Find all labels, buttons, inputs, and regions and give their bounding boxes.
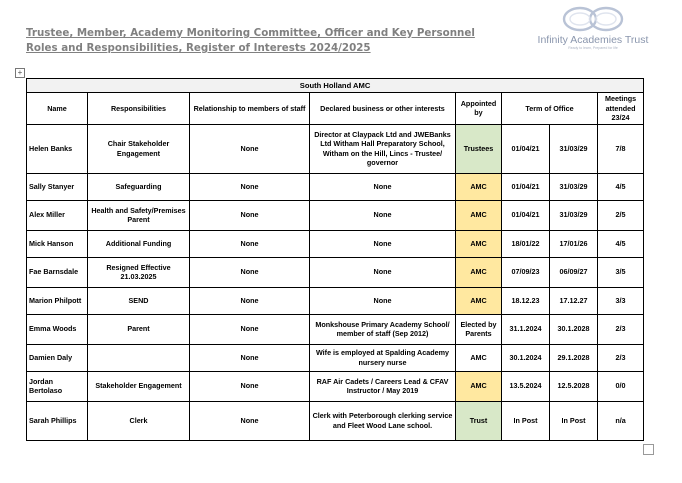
cell-term-start: 31.1.2024 xyxy=(502,314,550,344)
cell-responsibilities: Safeguarding xyxy=(88,173,190,200)
cell-responsibilities xyxy=(88,344,190,371)
cell-relationship: None xyxy=(190,371,310,401)
title-line-1: Trustee, Member, Academy Monitoring Committee, Officer and Key Personnel xyxy=(26,27,475,39)
cell-meetings-attended: 4/5 xyxy=(598,230,644,257)
cell-meetings-attended: 0/0 xyxy=(598,371,644,401)
cell-declared-interests: None xyxy=(310,200,456,230)
table-row xyxy=(27,287,644,314)
cell-name: Jordan Bertolaso xyxy=(27,371,88,401)
table-move-handle[interactable]: + xyxy=(15,68,25,78)
cell-term-end: 17.12.27 xyxy=(550,287,598,314)
cell-term-start: 01/04/21 xyxy=(502,200,550,230)
cell-meetings-attended: 7/8 xyxy=(598,124,644,173)
cell-term-end: 12.5.2028 xyxy=(550,371,598,401)
header-responsibilities: Responsibilities xyxy=(88,93,190,125)
cell-relationship: None xyxy=(190,344,310,371)
table-row xyxy=(27,344,644,371)
cell-relationship: None xyxy=(190,200,310,230)
cell-relationship: None xyxy=(190,401,310,440)
cell-name: Damien Daly xyxy=(27,344,88,371)
cell-declared-interests: Monkshouse Primary Academy School/ member of staff (Sep 2012) xyxy=(310,314,456,344)
cell-name: Fae Barnsdale xyxy=(27,257,88,287)
cell-name: Sally Stanyer xyxy=(27,173,88,200)
document-title xyxy=(26,26,475,56)
cell-term-end: 17/01/26 xyxy=(550,230,598,257)
cell-name: Helen Banks xyxy=(27,124,88,173)
logo-name: Infinity Academies Trust xyxy=(537,34,649,46)
cell-responsibilities: Additional Funding xyxy=(88,230,190,257)
cell-term-start: 01/04/21 xyxy=(502,124,550,173)
cell-declared-interests: None xyxy=(310,287,456,314)
cell-appointed-by: AMC xyxy=(456,344,502,371)
table-row xyxy=(27,124,644,173)
cell-name: Sarah Phillips xyxy=(27,401,88,440)
table-row xyxy=(27,200,644,230)
cell-meetings-attended: 3/5 xyxy=(598,257,644,287)
table-row xyxy=(27,230,644,257)
cell-name: Marion Philpott xyxy=(27,287,88,314)
cell-declared-interests: Wife is employed at Spalding Academy nursery nurse xyxy=(310,344,456,371)
cell-term-start: In Post xyxy=(502,401,550,440)
cell-declared-interests: None xyxy=(310,230,456,257)
cell-term-end: 31/03/29 xyxy=(550,200,598,230)
table-row xyxy=(27,173,644,200)
cell-relationship: None xyxy=(190,257,310,287)
header-name: Name xyxy=(27,93,88,125)
cell-term-start: 18.12.23 xyxy=(502,287,550,314)
infinity-icon xyxy=(560,5,626,33)
cell-responsibilities: Chair Stakeholder Engagement xyxy=(88,124,190,173)
cell-term-end: In Post xyxy=(550,401,598,440)
cell-term-start: 30.1.2024 xyxy=(502,344,550,371)
cell-term-start: 07/09/23 xyxy=(502,257,550,287)
cell-relationship: None xyxy=(190,314,310,344)
table-row xyxy=(27,257,644,287)
cell-appointed-by: AMC xyxy=(456,257,502,287)
title-line-2: Roles and Responsibilities, Register of Interests 2024/2025 xyxy=(26,42,371,54)
logo-tagline: Ready to learn, Prepared for life xyxy=(568,46,618,50)
cell-relationship: None xyxy=(190,287,310,314)
cell-meetings-attended: n/a xyxy=(598,401,644,440)
cell-appointed-by: Trust xyxy=(456,401,502,440)
table-row xyxy=(27,401,644,440)
header-relationship: Relationship to members of staff xyxy=(190,93,310,125)
cell-meetings-attended: 3/3 xyxy=(598,287,644,314)
cell-declared-interests: None xyxy=(310,257,456,287)
cell-appointed-by: AMC xyxy=(456,173,502,200)
cell-term-end: 06/09/27 xyxy=(550,257,598,287)
header-term-of-office: Term of Office xyxy=(502,93,598,125)
cell-responsibilities: Stakeholder Engagement xyxy=(88,371,190,401)
cell-term-start: 01/04/21 xyxy=(502,173,550,200)
cell-appointed-by: Elected by Parents xyxy=(456,314,502,344)
cell-meetings-attended: 2/3 xyxy=(598,314,644,344)
cell-name: Mick Hanson xyxy=(27,230,88,257)
cell-name: Emma Woods xyxy=(27,314,88,344)
cell-responsibilities: SEND xyxy=(88,287,190,314)
cell-meetings-attended: 2/3 xyxy=(598,344,644,371)
header-declared-interests: Declared business or other interests xyxy=(310,93,456,125)
cell-appointed-by: AMC xyxy=(456,200,502,230)
cell-term-start: 18/01/22 xyxy=(502,230,550,257)
header-appointed-by: Appointed by xyxy=(456,93,502,125)
cell-declared-interests: RAF Air Cadets / Careers Lead & CFAV Instructor / May 2019 xyxy=(310,371,456,401)
cell-declared-interests: Clerk with Peterborough clerking service and Fleet Wood Lane school. xyxy=(310,401,456,440)
cell-declared-interests: Director at Claypack Ltd and JWEBanks Ltd Witham Hall Preparatory School, Witham on the Hill, Lincs - Trustee/ governor xyxy=(310,124,456,173)
trust-logo xyxy=(528,5,658,63)
cell-declared-interests: None xyxy=(310,173,456,200)
region-heading: South Holland AMC xyxy=(27,79,644,93)
cell-term-end: 29.1.2028 xyxy=(550,344,598,371)
cell-meetings-attended: 4/5 xyxy=(598,173,644,200)
cell-term-end: 30.1.2028 xyxy=(550,314,598,344)
cell-appointed-by: AMC xyxy=(456,371,502,401)
cell-relationship: None xyxy=(190,124,310,173)
cell-responsibilities: Clerk xyxy=(88,401,190,440)
cell-responsibilities: Resigned Effective 21.03.2025 xyxy=(88,257,190,287)
cell-name: Alex Miller xyxy=(27,200,88,230)
table-row xyxy=(27,371,644,401)
cell-relationship: None xyxy=(190,230,310,257)
table-resize-handle[interactable] xyxy=(643,444,654,455)
cell-appointed-by: Trustees xyxy=(456,124,502,173)
cell-responsibilities: Parent xyxy=(88,314,190,344)
cell-responsibilities: Health and Safety/Premises Parent xyxy=(88,200,190,230)
interests-table xyxy=(26,78,644,441)
table-row xyxy=(27,314,644,344)
cell-relationship: None xyxy=(190,173,310,200)
table-body xyxy=(27,124,644,440)
header-meetings-attended: Meetings attended 23/24 xyxy=(598,93,644,125)
cell-appointed-by: AMC xyxy=(456,287,502,314)
cell-term-start: 13.5.2024 xyxy=(502,371,550,401)
cell-appointed-by: AMC xyxy=(456,230,502,257)
cell-meetings-attended: 2/5 xyxy=(598,200,644,230)
cell-term-end: 31/03/29 xyxy=(550,124,598,173)
cell-term-end: 31/03/29 xyxy=(550,173,598,200)
